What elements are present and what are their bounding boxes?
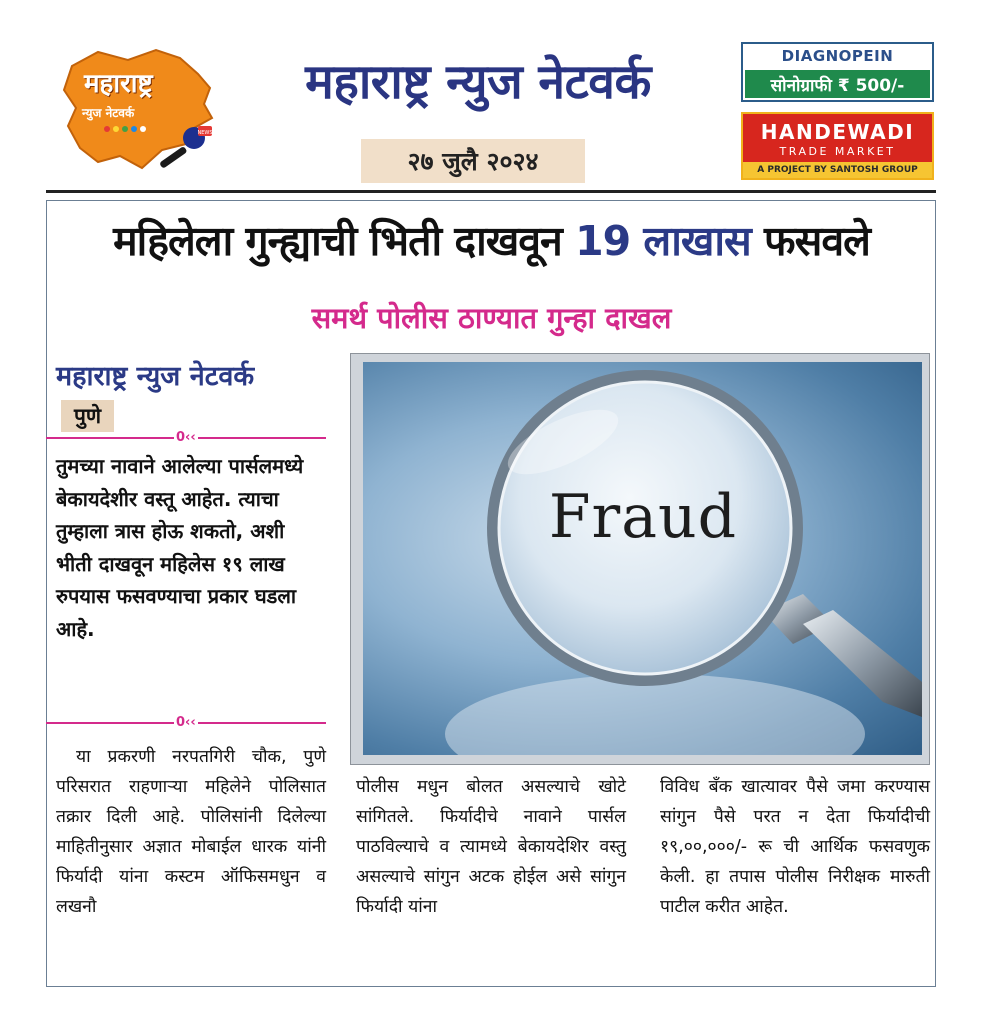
divider-ornament-icon: 0‹‹ xyxy=(176,430,196,445)
divider-ornament-icon: 0‹‹ xyxy=(176,715,196,730)
ad-handewadi[interactable] xyxy=(741,112,934,180)
headline-highlight: 19 लाखास xyxy=(575,217,751,265)
logo-dots xyxy=(104,126,146,132)
ad-diagnopein-offer: सोनोग्राफी ₹ 500/- xyxy=(745,70,930,98)
mic-label: NEWS xyxy=(197,130,213,136)
logo-text-sub: न्युज नेटवर्क xyxy=(82,106,135,120)
masthead-divider xyxy=(46,190,936,193)
masthead-title: महाराष्ट्र न्युज नेटवर्क xyxy=(305,54,651,110)
magnifying-glass-icon xyxy=(363,362,922,755)
body-column-1: या प्रकरणी नरपतगिरी चौक, पुणे परिसरात राहणाऱ्या महिलेने पोलिसात तक्रार दिली आहे. पोलिसांनी दिलेल्या माहितीनुसार अज्ञात मोबाईल धारक यांनी फिर्यादी यांना कस्टम ऑफिसमधुन व लखनौ xyxy=(56,747,326,917)
logo-text-main: महाराष्ट्र xyxy=(84,69,153,99)
ad-diagnopein-brand: DIAGNOPEIN xyxy=(781,47,894,65)
microphone-icon xyxy=(154,124,214,172)
headline-part-1: महिलेला गुन्ह्याची भिती दाखवून xyxy=(113,217,576,265)
article-image-fraud xyxy=(363,362,922,755)
headline-part-2: फसवले xyxy=(750,217,870,265)
ad-diagnopein[interactable] xyxy=(741,42,934,102)
ad-handewadi-project: A PROJECT BY SANTOSH GROUP xyxy=(743,162,932,178)
body-column-2: पोलीस मधुन बोलत असल्याचे खोटे सांगितले. फिर्यादीचे नावाने पार्सल पाठविल्याचे व त्यामध्ये बेकायदेशिर वस्तु असल्याचे सांगुन अटक होईल असे सांगुन फिर्यादी यांना xyxy=(356,777,626,917)
article-byline: महाराष्ट्र न्युज नेटवर्क xyxy=(56,361,255,392)
body-column-3: विविध बँक खात्यावर पैसे जमा करण्यास सांगुन पैसे परत न देता फिर्यादीची १९,००,०००/- रू ची आर्थिक फसवणुक केली. हा तपास पोलीस निरीक्षक मारुती पाटील करीत आहेत. xyxy=(660,777,930,917)
issue-date: २७ जुलै २०२४ xyxy=(361,139,585,183)
ad-handewadi-name: HANDEWADI xyxy=(760,120,915,144)
article-headline xyxy=(0,212,983,268)
publication-logo xyxy=(58,44,218,172)
dateline-city: पुणे xyxy=(61,400,114,432)
image-caption-text: Fraud xyxy=(548,482,738,552)
article-subheadline: समर्थ पोलीस ठाण्यात गुन्हा दाखल xyxy=(311,301,672,335)
article-intro: तुमच्या नावाने आलेल्या पार्सलमध्ये बेकायदेशीर वस्तू आहेत. त्याचा तुम्हाला त्रास होऊ शकतो, अशी भीती दाखवून महिलेस १९ लाख रुपयास फसवण्याचा प्रकार घडला आहे. xyxy=(56,454,304,641)
ad-handewadi-tagline: TRADE MARKET xyxy=(779,145,896,158)
